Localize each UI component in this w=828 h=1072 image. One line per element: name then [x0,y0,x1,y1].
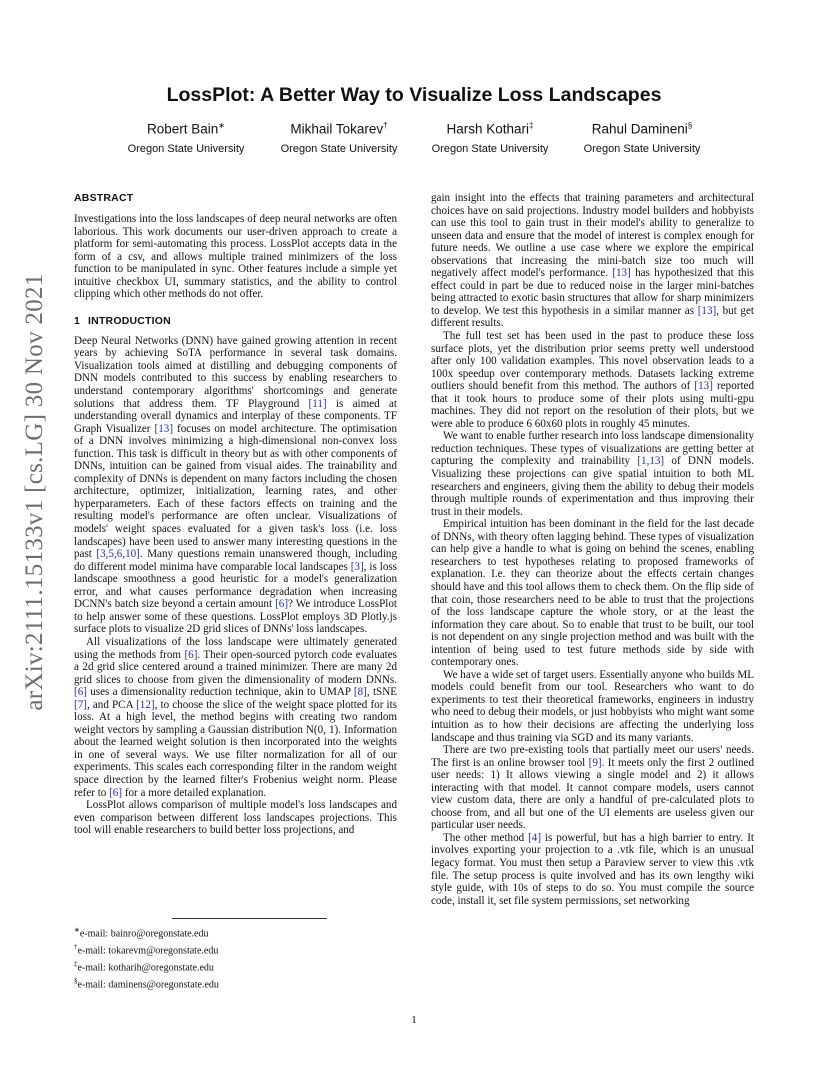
author-mark: § [687,121,693,130]
abstract-text: Investigations into the loss landscapes of deep neural networks are often laborious. This work documents our user-driven approach to create a platform for semi-automating this process. LossPlot accepts data in the form of a csv, and allows multiple trained minimizers of the loss function to be manipulated in sync. Other features include a simple yet intuitive checkbox UI, summary statistics, and the ability to control clipping which other methods do not offer. [74,213,397,301]
citation-link[interactable]: [1,13] [637,455,665,468]
paragraph: The full test set has been used in the past to produce these loss surface plots, yet the distribution prior seems pretty well understood after only 100 validation examples. This novel observation leads to a 100x speedup over contemporary methods. Datasets lacking extreme outliers should benefit from this method. The authors of [13] reported that it took hours to produce some of their plots using multi-gpu machines. They did not report on the resolution of their plots, but we were able to produce 6 60x60 plots in roughly 45 minutes. [431,330,754,430]
footnote: §e-mail: daminens@oregonstate.edu [74,976,219,991]
citation-link[interactable]: [3] [350,560,364,573]
section-title: INTRODUCTION [88,314,171,327]
author-affiliation: Oregon State University [431,142,549,155]
author-affiliation: Oregon State University [280,142,398,155]
citation-link[interactable]: [3,5,6,10] [96,548,140,561]
author-block [410,118,570,156]
footnote: †e-mail: tokarevm@oregonstate.edu [74,942,219,957]
citation-link[interactable]: [12] [136,698,155,711]
author-name: Robert Bain [147,121,219,137]
citation-link[interactable]: [4] [528,831,542,844]
author-affiliation: Oregon State University [127,142,245,155]
paragraph: Deep Neural Networks (DNN) have gained growing attention in recent years by achieving SoTA performance in several task domains. Visualization tools aimed at distilling and debugging components of DNN models contributed to this success by enabling researchers to understand contemporary algorithms' shortcomings and generate solutions that address them. TF Playground [11] is aimed at understanding overall dynamics and interplay of these components. TF Graph Visualizer [13] focuses on model architecture. The optimisation of a DNN involves minimizing a high-dimensional non-convex loss function. This task is difficult in theory but as with other components of DNNs, intuition can be gained from visual aides. The trainability and complexity of DNNs is dependent on many factors including the chosen architecture, optimizer, initialization, learning rates, and other hyperparameters. Each of these factors effects on training and the resulting model's performance are often unclear. Visualizations of models' weight spaces evaluated for a given task's loss (i.e. loss landscapes) have been used to answer many interesting questions in the past [3,5,6,10]. Many questions remain unanswered though, including do different model minima have comparable local landscapes [3], is loss landscape smoothness a good heuristic for a model's generalization error, and what causes performance degradation when increasing DCNN's batch size beyond a certain amount [6]? We introduce LossPlot to help answer some of these questions. LossPlot employs 3D Plotly.js surface plots to visualize 2D grid slices of DNNs' loss landscapes. [74,334,397,636]
author-name: Harsh Kothari [446,121,530,137]
citation-link[interactable]: [13] [694,380,713,393]
author-name: Rahul Damineni [591,121,688,137]
citation-link[interactable]: [13] [612,267,631,280]
citation-link[interactable]: [7] [74,698,87,711]
author-affiliation: Oregon State University [583,142,701,155]
page-number: 1 [411,1014,417,1026]
left-column [74,192,397,837]
footnote: ‡e-mail: kotharih@oregonstate.edu [74,959,214,974]
paper-title: LossPlot: A Better Way to Visualize Loss Landscapes [166,84,662,106]
footnotes [74,924,397,992]
right-column [431,192,754,907]
citation-link[interactable]: [6] [74,686,87,699]
author-mark: ∗ [218,121,225,130]
author-block [259,118,419,156]
paragraph: All visualizations of the loss landscape were ultimately generated using the methods from [6]. Their open-sourced pytorch code evaluates a 2d grid slice centered around a trained minimizer. There are many 2d grid slices to choose from given the dimensionality of modern DNNs. [6] uses a dimensionality reduction technique, akin to UMAP [8], tSNE [7], and PCA [12], to choose the slice of the weight space plotted for its loss. At a high level, the method begins with creating two random weight vectors by sampling a Gaussian distribution N(0, 1). Information about the learned weight solution is then incorporated into the weights in one of several ways. We use filter normalization for all of our experiments. This scales each corresponding filter in the random weight space direction by the learned filter's Frobenius weight norm. Please refer to [6] for a more detailed explanation. [74,635,397,799]
abstract-heading: ABSTRACT [74,192,134,204]
paragraph: We have a wide set of target users. Essentially anyone who builds ML models could benefit from our tool. Researchers who want to do experiments to test their theoretical frameworks, engineers in industry who need to debug their models, or just hobbyists who might want some intuition as to how their decisions are affecting the underlying loss landscape and thus training via SGD and its many variants. [431,668,754,744]
author-block [106,118,266,156]
paragraph: There are two pre-existing tools that partially meet our users' needs. The first is an online browser tool [9]. It meets only the first 2 outlined user needs: 1) It allows viewing a single model and 2) it allows interacting with that model. It cannot compare models, users cannot view custom data, there are only a handful of pre-calculated plots to choose from, and all but one of the UI elements are useless given our particular user needs. [431,744,754,832]
citation-link[interactable]: [13] [697,304,717,317]
paragraph: The other method [4] is powerful, but has a high barrier to entry. It involves exporting your projection to a .vtk file, which is an unusual legacy format. You must then setup a Paraview server to view this .vtk file. The setup process is quite involved and has its own lengthy wiki style guide, with 10s of steps to do so. You must compile the source code, install it, set file system permissions, set networking [431,831,754,907]
citation-link[interactable]: [9] [588,756,602,769]
paragraph: Empirical intuition has been dominant in the field for the last decade of DNNs, with theory often lagging behind. These types of visualization can help give a handle to what is going on behind the scenes, enabling researchers to test hypotheses relating to proposed frameworks of explanation. I.e. they can theorize about the effects certain changes should have and this tool allows them to check them. On the flip side of that coin, those researchers need to be able to trust that the projections of the loss landscape capture the whole story, or at the least the information they care about. So to enable that trust to be built, our tool is not dependent on any single projection method and was built with the intention of being used to test future methods side by side with contemporary ones. [431,518,754,669]
citation-link[interactable]: [6] [184,648,198,661]
footnote: ∗e-mail: bainro@oregonstate.edu [74,926,209,940]
citation-link[interactable]: [11] [308,397,327,410]
citation-link[interactable]: [6] [275,598,289,611]
author-name: Mikhail Tokarev [290,121,384,137]
author-mark: † [383,121,388,130]
citation-link[interactable]: [8] [353,686,367,699]
section-number: 1 [74,314,81,327]
section-heading-introduction [74,315,397,327]
paragraph: gain insight into the effects that training parameters and architectural choices have on said projections. Industry model builders and hobbyists can use this tool to gain trust in their model's ability to generalize to unseen data and ensure that the model of interest is complex enough for future needs. We outline a use case where we explore the empirical observations that increasing the mini-batch size too much will negatively affect model's performance. [13] has hypothesized that this effect could in part be due to reduced noise in the larger mini-batches being attracted to exotic basin structures that allow for sharp minimizers to develop. We test this hypothesis in a similar manner as [13], but get different results. [431,192,754,330]
citation-link[interactable]: [6] [109,786,123,799]
author-mark: ‡ [529,121,534,130]
citation-link[interactable]: [13] [154,422,174,435]
paragraph: We want to enable further research into loss landscape dimensionality reduction techniques. These types of visualizations are getting better at capturing the complexity and trainability [1,13] of DNN models. Visualizing these projections can give spatial intuition to both ML researchers and engineers, giving them the ability to debug their models through multiple rounds of experimentation and thus improving their trust in their models. [431,430,754,518]
arxiv-side-label: arXiv:2111.15133v1 [cs.LG] 30 Nov 2021 [21,273,48,711]
author-block [562,118,722,156]
footnote-divider [172,918,327,919]
paragraph: LossPlot allows comparison of multiple model's loss landscapes and even comparison between different loss landscapes projections. This tool will enable researchers to build better loss projections, and [74,799,397,837]
